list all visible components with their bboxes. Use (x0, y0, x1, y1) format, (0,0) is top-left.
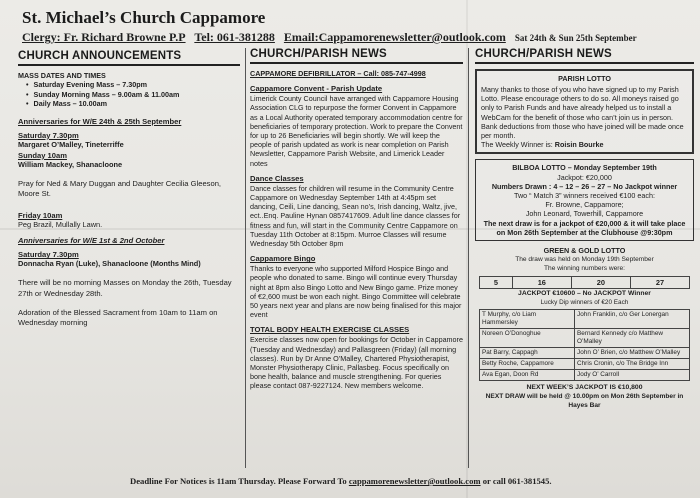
parish-lotto-title: PARISH LOTTO (558, 74, 611, 83)
footer-text: Deadline For Notices is 11am Thursday. Please Forward To (130, 476, 347, 486)
bilboa-winner-1: Fr. Browne, Cappamore; (545, 200, 624, 210)
table-cell: Pat Barry, Cappagh (480, 348, 575, 359)
sunday-label: Sunday 10am (18, 150, 67, 160)
contact-row (22, 30, 698, 45)
bilboa-jackpot: Jackpot: €20,000 (557, 172, 612, 182)
friday-name: Peg Brazil, Mullally Lawn. (18, 219, 103, 229)
gg-numbers-label: The winning numbers were: (544, 265, 625, 273)
table-row (480, 310, 690, 329)
green-gold-lotto (475, 246, 694, 411)
gg-lucky-dip: Lucky Dip winners of €20 Each (540, 298, 629, 306)
bilboa-match: Two “ Match 3” winners received €100 each: (513, 191, 656, 201)
table-cell: Bernard Kennedy c/o Matthew O’Malley (575, 329, 690, 348)
bilboa-lotto-box (475, 159, 694, 241)
table-cell: John Franklin, c/o Ger Lonergan (575, 310, 690, 329)
anniversaries-title: Anniversaries for W/E 24th & 25th September (18, 116, 182, 126)
health-text: Exercise classes now open for bookings for October in Cappamore (Tuesday and Wednesday) and Pallasgreen (Friday) (all morning classes). Run by Dr Anne O’Malley, Chartered Physiotherapist, Monster Physiotherapy Clinic, Pallasbeg. Focus specifically on bone health, balance and muscle strengthening. For queries please contact 087-9227124. New members welcome. (250, 335, 463, 391)
announcements-column (18, 50, 240, 329)
parish-lotto-box (475, 69, 694, 154)
list-item: • Sunday Morning Mass – 9.00am & 11.00am (26, 90, 240, 100)
anniversaries-title-2: Anniversaries for W/E 1st & 2nd October (18, 236, 165, 246)
table-cell: T Murphy, c/o Liam Hammersley (480, 310, 575, 329)
gg-title: GREEN & GOLD LOTTO (543, 246, 626, 256)
prayer-request: Pray for Ned & Mary Duggan and Daughter Cecilia Gleeson, Moore St. (18, 178, 222, 198)
bilboa-numbers: Numbers Drawn : 4 – 12 – 26 – 27 – No Jackpot winner (491, 181, 678, 191)
issue-dates: Sat 24th & Sun 25th September (514, 33, 637, 43)
mass-times-title: MASS DATES AND TIMES (18, 71, 106, 80)
saturday-label-2: Saturday 7.30pm (18, 250, 79, 260)
parish-news-column (245, 48, 463, 468)
parish-lotto-winner-row (481, 140, 688, 149)
gg-draw-date: The draw was held on Monday 19th September (515, 256, 654, 264)
clergy-name: Clergy: Fr. Richard Browne P.P (22, 30, 186, 44)
table-row (480, 370, 690, 381)
gg-jackpot: JACKPOT €10600 – No JACKPOT Winner (518, 289, 651, 297)
footer-deadline (130, 476, 552, 486)
table-cell: Jody O’ Carroll (575, 370, 690, 381)
bingo-title: Cappamore Bingo (250, 254, 316, 264)
footer-tail: or call 061-381545. (482, 476, 552, 486)
bilboa-title: BILBOA LOTTO – Monday September 19th (512, 163, 657, 173)
parish-news-column-right (468, 48, 694, 468)
convent-title: Cappamore Convent - Parish Update (250, 84, 383, 94)
saturday-name-2: Donnacha Ryan (Luke), Shanacloone (Months Mind) (18, 259, 201, 269)
dance-text: Dance classes for children will resume in the Community Centre Cappamore on Wednesday September 14th at 4:45pm set dancing, Ceili, Line dancing, Sean no’s, Irish dancing, Waltz, jive, ect..Enq. Pauline Hynan 0857417609. Adult line dance classes for fitness and fun, will start in the Community Centre Cappamore on Tuesday 11th October at 8:15pm. Murroe Classes will resume Wednesday 5th October 8pm (250, 183, 461, 249)
newsletter-title: St. Michael’s Church Cappamore (22, 8, 266, 27)
table-row (480, 329, 690, 348)
sunday-name: William Mackey, Shanacloone (18, 159, 123, 169)
winner-name: Roisin Bourke (554, 140, 604, 150)
dance-title: Dance Classes (250, 173, 304, 183)
table-cell: Chris Cronin, c/o The Bridge Inn (575, 359, 690, 370)
table-cell: Betty Roche, Cappamore (480, 359, 575, 370)
list-item: • Saturday Evening Mass – 7.30pm (26, 80, 240, 90)
bingo-text: Thanks to everyone who supported Milford Hospice Bingo and people who donated to same. Bingo will continue every Thursday night at 8pm also Bingo Lotto and New Bingo game. Prize money of €2,600 must be won each night. Bingo Committee will celebrate 50 years next year and plans are now being finalised for this major event (250, 264, 462, 320)
saturday-label: Saturday 7.30pm (18, 130, 79, 140)
gg-next-jackpot: NEXT WEEK’S JACKPOT IS €10,800 (526, 384, 643, 392)
adoration-notice: Adoration of the Blessed Sacrament from 10am to 11am on Wednesday morning (18, 307, 218, 328)
list-item: • Daily Mass – 10.00am (26, 99, 240, 109)
email-link[interactable]: Email:Cappamorenewsletter@outlook.com (283, 30, 506, 44)
winner-label: The Weekly Winner is: (481, 140, 553, 150)
bilboa-winner-2: John Leonard, Towerhill, Cappamore (525, 209, 644, 219)
footer-email-link[interactable]: cappamorenewsletter@outlook.com (348, 476, 481, 486)
table-row (480, 359, 690, 370)
parish-news-heading: CHURCH/PARISH NEWS (250, 48, 463, 64)
table-cell: Noreen O’Donoghue (480, 329, 575, 348)
table-cell: John O’ Brien, c/o Matthew O’Malley (575, 348, 690, 359)
bilboa-next-draw: The next draw is for a jackpot of €20,000 & it will take place on Mon 26th September at the Clubhouse @9:30pm (483, 218, 686, 237)
convent-text: Limerick County Council have arranged with Cappamore Housing Association CLG to repurpose the former Convent in Cappamore as a Local Authority operated temporary accommodation centre for beneficiaries of temporary protection. Work to prepare the Convent for up to 26 Beneficiaries will begin shortly. We will keep the people of parish updated as work is near completion on Parish Newsletter, Cappamore Parish Website, and Limerick Leader notes (250, 94, 463, 168)
no-mass-notice: There will be no morning Masses on Monday the 26th, Tuesday 27th or Wednesday 28th. (18, 278, 232, 298)
table-cell: Ava Egan, Doon Rd (480, 370, 575, 381)
announcements-heading: CHURCH ANNOUNCEMENTS (18, 50, 240, 66)
gg-winning-numbers (479, 276, 690, 289)
table-row (480, 348, 690, 359)
mass-times-list (18, 80, 240, 109)
parish-news-heading-right: CHURCH/PARISH NEWS (475, 48, 694, 64)
winning-number: 20 (571, 276, 630, 288)
gg-next-draw: NEXT DRAW will be held @ 10.00pm on Mon 26th September in Hayes Bar (485, 393, 684, 410)
winning-number: 16 (512, 276, 571, 288)
winning-number: 27 (630, 276, 689, 288)
gg-winners-table (479, 309, 690, 381)
friday-label: Friday 10am (18, 210, 63, 220)
winning-number: 5 (480, 276, 513, 288)
health-title: TOTAL BODY HEALTH EXERCISE CLASSES (250, 325, 410, 335)
saturday-name: Margaret O’Malley, Tineterriffe (18, 139, 124, 149)
parish-lotto-text: Many thanks to those of you who have signed up to my Parish Lotto. Please encourage others to do so. All moneys raised go only to Parish Funds and have already helped us to install a WebCam for the benefit of those who can’t join us in person. Bank deductions from those who have joined will be made once per month. (481, 85, 684, 141)
telephone: Tel: 061-381288 (194, 30, 275, 44)
defibrillator-notice: CAPPAMORE DEFIBRILLATOR – Call: 085-747-4998 (250, 69, 426, 78)
